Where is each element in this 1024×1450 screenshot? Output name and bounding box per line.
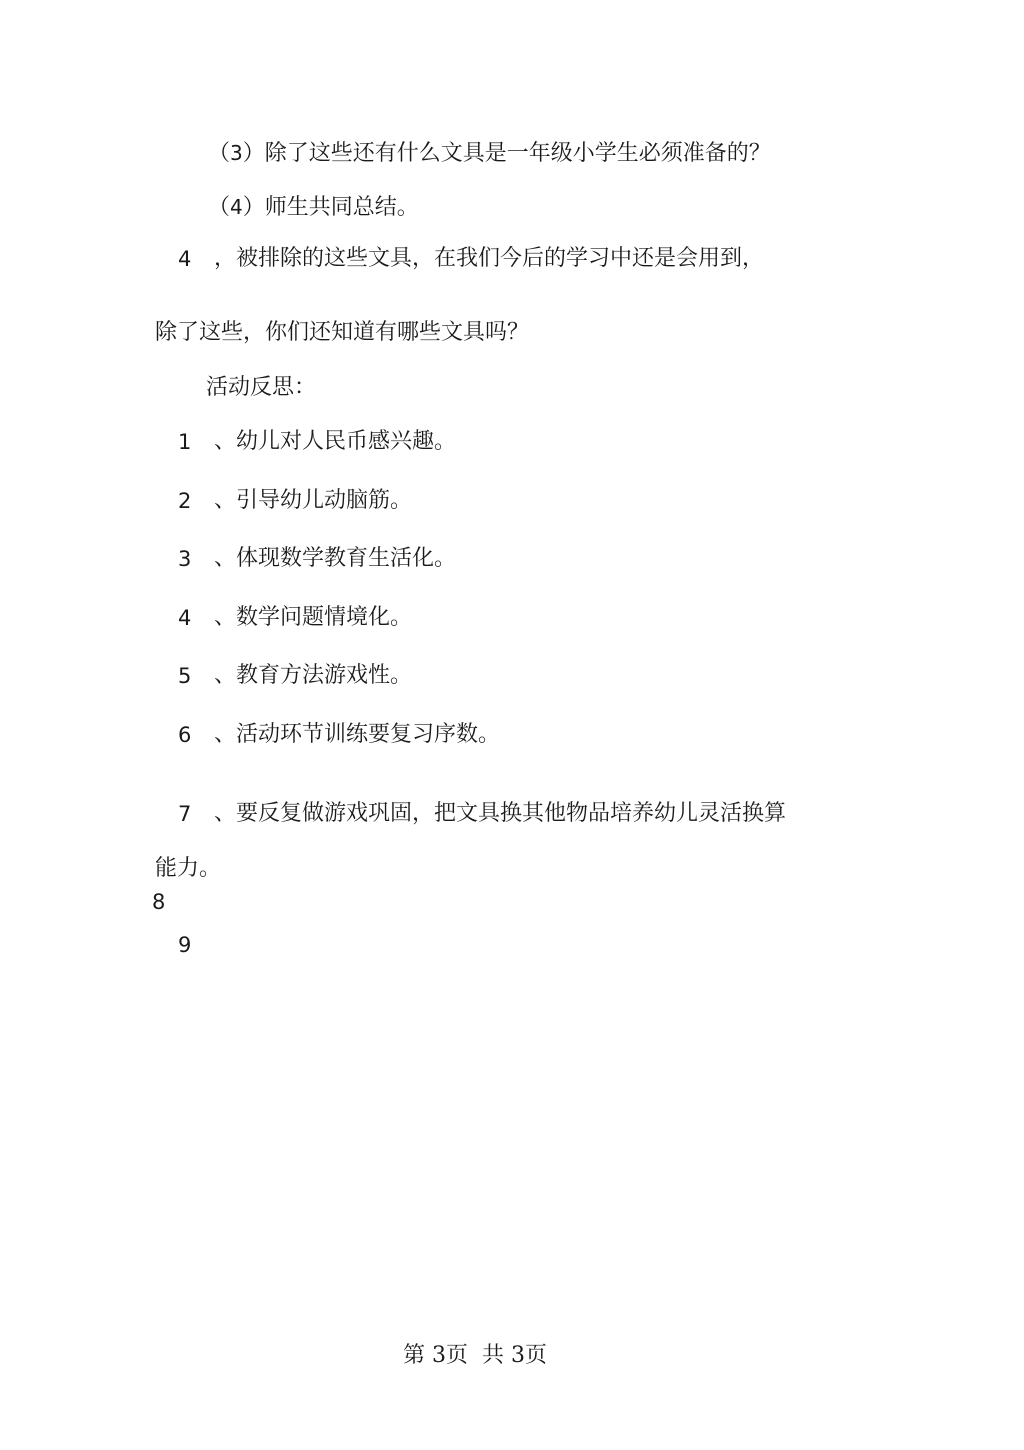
reflection-heading: 活动反思： (206, 375, 317, 400)
reflection-text: 、活动环节训练要复习序数。 (214, 722, 501, 747)
reflection-number: 2 (178, 489, 192, 513)
reflection-text: 、幼儿对人民币感兴趣。 (214, 429, 457, 454)
reflection-text: 、引导幼儿动脑筋。 (214, 488, 413, 513)
sub-item-text: 师生共同总结。 (264, 195, 419, 220)
reflection-number: 1 (178, 430, 192, 454)
stray-number: 9 (178, 933, 192, 957)
close-paren: ） (242, 141, 265, 166)
reflection-number: 4 (178, 606, 192, 630)
reflection-number: 6 (178, 723, 192, 747)
reflection-text: 、教育方法游戏性。 (214, 663, 413, 688)
sub-item-3 (208, 138, 771, 169)
item-number: 7 (178, 802, 192, 826)
stray-number: 8 (152, 890, 166, 914)
page-footer: 第 3页 共 3页 (403, 1343, 547, 1368)
item-number: 4 (178, 247, 192, 271)
sub-item-number: 4 (230, 195, 243, 219)
reflection-number: 3 (178, 547, 192, 571)
sub-item-4 (208, 192, 419, 223)
sub-item-text: 除了这些还有什么文具是一年级小学生必须准备的？ (264, 141, 771, 166)
reflection-text: 、体现数学教育生活化。 (214, 546, 457, 571)
reflection-text: 、数学问题情境化。 (214, 605, 413, 630)
item-continuation: 能力。 (155, 856, 222, 881)
reflection-number: 5 (178, 664, 192, 688)
item-continuation: 除了这些，你们还知道有哪些文具吗？ (155, 320, 530, 345)
item-text: ，被排除的这些文具，在我们今后的学习中还是会用到， (214, 246, 765, 271)
open-paren: （ (208, 141, 231, 166)
sub-item-number: 3 (230, 141, 243, 165)
open-paren: （ (208, 195, 231, 220)
close-paren: ） (242, 195, 265, 220)
item-text: 、要反复做游戏巩固，把文具换其他物品培养幼儿灵活换算 (214, 801, 787, 826)
